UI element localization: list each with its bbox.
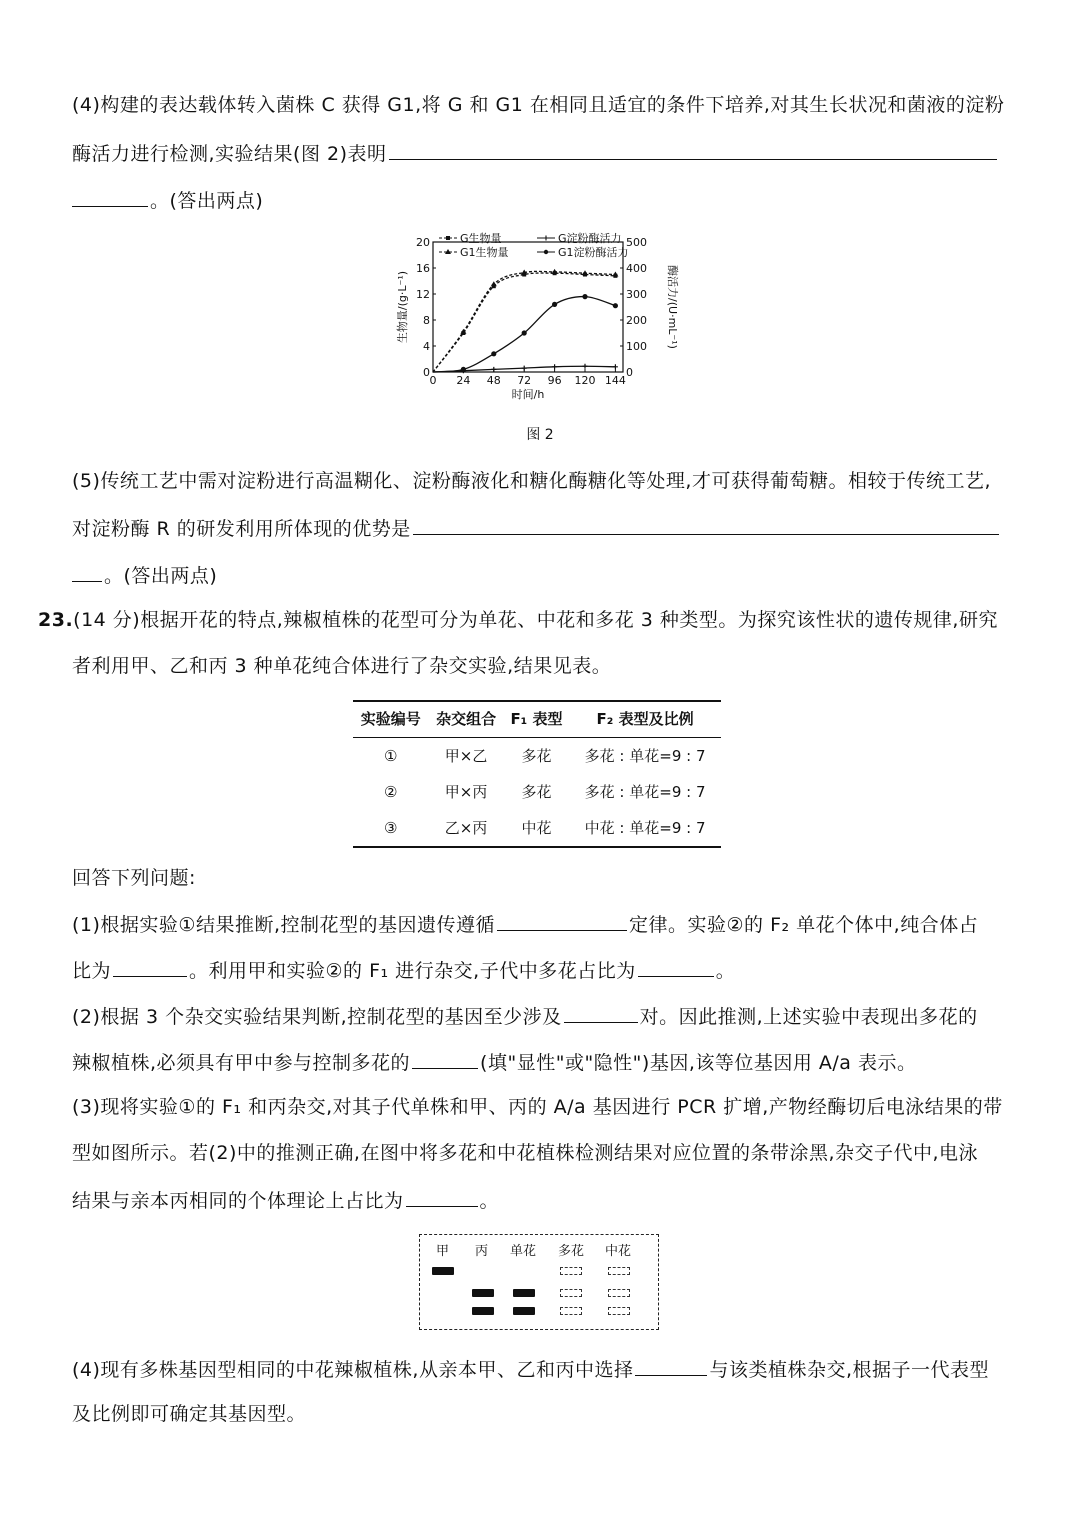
gel-label-multi: 多花 <box>558 1244 585 1259</box>
table-cell: ① <box>383 746 398 765</box>
q5-line-1: (5)传统工艺中需对淀粉进行高温糊化、淀粉酶液化和糖化酶糖化等处理,才可获得葡萄糖。相较于传统工艺, <box>72 470 991 492</box>
x-tick-label: 72 <box>517 374 532 387</box>
p4-line-2: 及比例即可确定其基因型。 <box>72 1403 307 1425</box>
p3-line-2: 型如图所示。若(2)中的推测正确,在图中将多花和中花植株检测结果对应位置的条带涂黑,杂交子代中,电泳 <box>72 1142 979 1164</box>
x-tick-label: 48 <box>486 374 501 387</box>
answer-blank[interactable] <box>72 561 102 582</box>
answer-blank[interactable] <box>412 1048 478 1069</box>
gel-label-jia: 甲 <box>436 1244 450 1259</box>
table-header-row <box>353 701 721 738</box>
series-line <box>433 273 615 372</box>
p4-line-1: (4)现有多株基因型相同的中花辣椒植株,从亲本甲、乙和丙中选择 与该类植株杂交,根据子一代表型 <box>72 1355 989 1383</box>
data-point <box>491 281 497 286</box>
data-point <box>522 330 527 335</box>
data-point <box>613 303 618 308</box>
p3-line-1: (3)现将实验①的 F₁ 和丙杂交,对其子代单株和甲、丙的 A/a 基因进行 PCR 扩增,产物经酶切后电泳结果的带 <box>72 1096 1003 1118</box>
q23-intro-2: 者利用甲、乙和丙 3 种单花纯合体进行了杂交实验,结果见表。 <box>72 655 612 677</box>
q5-line-2: 对淀粉酶 R 的研发利用所体现的优势是 <box>72 514 1001 542</box>
q4-line-2: 酶活力进行检测,实验结果(图 2)表明 <box>72 139 999 167</box>
data-point <box>612 272 618 277</box>
table-cell: 甲×乙 <box>444 747 488 765</box>
figure-caption: 图 2 <box>526 427 554 443</box>
question-number: 23. <box>38 609 74 631</box>
figure-2-chart <box>395 228 695 408</box>
electrophoresis-diagram <box>419 1234 659 1330</box>
gel-band-slot[interactable] <box>608 1267 630 1275</box>
answer-blank[interactable] <box>635 1355 707 1376</box>
x-tick-label: 24 <box>456 374 471 387</box>
plot-frame <box>433 242 623 372</box>
table-cell: 中花 : 单花=9 : 7 <box>569 810 721 847</box>
q23-intro-1: 23.(14 分)根据开花的特点,辣椒植株的花型可分为单花、中花和多花 3 种类型。为探究该性状的遗传规律,研究 <box>38 609 998 631</box>
gel-band <box>472 1289 494 1297</box>
legend-marker <box>446 236 450 240</box>
p2-line-2: 辣椒植株,必须具有甲中参与控制多花的 (填"显性"或"隐性")基因,该等位基因用 A/a 表示。 <box>72 1048 917 1076</box>
answer-blank[interactable] <box>638 956 714 977</box>
data-point <box>613 364 618 369</box>
answer-blank[interactable] <box>389 139 997 160</box>
data-point <box>461 367 466 372</box>
table-cell: 多花 : 单花=9 : 7 <box>584 747 706 765</box>
table-header: F₁ 表型 <box>504 701 569 738</box>
y-left-tick-label: 0 <box>423 366 430 379</box>
data-point <box>522 366 527 371</box>
data-point <box>491 367 496 372</box>
data-point <box>552 302 557 307</box>
table-cell: 多花 <box>521 747 552 765</box>
y-left-tick-label: 8 <box>423 314 430 327</box>
gel-band <box>513 1289 535 1297</box>
q4-line-1: (4)构建的表达载体转入菌株 C 获得 G1,将 G 和 G1 在相同且适宜的条件下培养,对其生长状况和菌液的淀粉 <box>72 94 1005 116</box>
q4-line-3: 。(答出两点) <box>72 186 263 214</box>
legend-marker <box>544 250 548 254</box>
gel-band <box>513 1307 535 1315</box>
gel-band-slot[interactable] <box>608 1289 630 1297</box>
gel-label-single: 单花 <box>510 1244 537 1259</box>
table-row <box>353 810 721 847</box>
gel-band <box>472 1307 494 1315</box>
table-cell: 甲×丙 <box>444 783 488 801</box>
legend-marker <box>544 236 549 241</box>
answer-prompt: 回答下列问题: <box>72 867 196 889</box>
data-point <box>552 364 557 369</box>
q5-line-3: 。(答出两点) <box>72 561 217 589</box>
data-point <box>582 270 588 275</box>
y-right-tick-label: 300 <box>626 288 647 301</box>
data-point <box>583 364 588 369</box>
table-cell: ③ <box>353 810 428 847</box>
gel-band-slot[interactable] <box>560 1307 582 1315</box>
p1-line-1: (1)根据实验①结果推断,控制花型的基因遗传遵循 定律。实验②的 F₂ 单花个体中,纯合体占 <box>72 910 978 938</box>
table-cell: 多花 <box>521 783 552 801</box>
legend-label: G淀粉酶活力 <box>558 232 622 245</box>
y-right-tick-label: 100 <box>626 340 647 353</box>
gel-label-bing: 丙 <box>475 1244 489 1259</box>
gel-band-slot[interactable] <box>608 1307 630 1315</box>
data-point <box>582 294 587 299</box>
x-tick-label: 120 <box>574 374 596 387</box>
y-right-axis-label: 酶活力/(U·mL⁻¹) <box>666 265 679 349</box>
y-left-tick-label: 20 <box>416 236 430 249</box>
table-cell: 多花 : 单花=9 : 7 <box>584 783 706 801</box>
gel-band <box>432 1267 454 1275</box>
p3-line-3: 结果与亲本丙相同的个体理论上占比为 。 <box>72 1186 499 1214</box>
data-point <box>491 351 496 356</box>
y-left-tick-label: 16 <box>416 262 430 275</box>
y-right-tick-label: 400 <box>626 262 647 275</box>
results-table <box>353 700 721 848</box>
table-header: 杂交组合 <box>428 701 503 738</box>
answer-blank[interactable] <box>72 186 148 207</box>
table-cell: ② <box>383 782 398 801</box>
legend-label: G生物量 <box>460 232 502 245</box>
gel-band-slot[interactable] <box>560 1267 582 1275</box>
y-right-tick-label: 0 <box>626 366 633 379</box>
table-header: 实验编号 <box>353 701 428 738</box>
table-row <box>353 774 721 810</box>
y-right-tick-label: 500 <box>626 236 647 249</box>
y-left-tick-label: 12 <box>416 288 430 301</box>
x-axis-label: 时间/h <box>511 388 545 401</box>
answer-blank[interactable] <box>564 1002 638 1023</box>
gel-label-middle: 中花 <box>605 1244 632 1259</box>
y-left-tick-label: 4 <box>423 340 430 353</box>
series-line <box>433 271 615 372</box>
p2-line-1: (2)根据 3 个杂交实验结果判断,控制花型的基因至少涉及 对。因此推测,上述实验中表现出多花的 <box>72 1002 978 1030</box>
y-right-tick-label: 200 <box>626 314 647 327</box>
answer-blank[interactable] <box>497 910 627 931</box>
table-cell: 中花 <box>504 810 569 847</box>
table-row <box>353 738 721 775</box>
legend-label: G1淀粉酶活力 <box>558 246 629 259</box>
x-tick-label: 144 <box>604 374 626 387</box>
y-left-axis-label: 生物量/(g·L⁻¹) <box>396 270 409 344</box>
x-tick-label: 96 <box>547 374 562 387</box>
x-tick-label: 0 <box>429 374 437 387</box>
answer-blank[interactable] <box>413 514 999 535</box>
table-header: F₂ 表型及比例 <box>569 701 721 738</box>
legend-label: G1生物量 <box>460 246 509 259</box>
data-point <box>460 329 466 334</box>
table-cell: 乙×丙 <box>428 810 503 847</box>
answer-blank[interactable] <box>406 1186 478 1207</box>
answer-blank[interactable] <box>113 956 187 977</box>
gel-band-slot[interactable] <box>560 1289 582 1297</box>
p1-line-2: 比为 。利用甲和实验②的 F₁ 进行杂交,子代中多花占比为 。 <box>72 956 735 984</box>
